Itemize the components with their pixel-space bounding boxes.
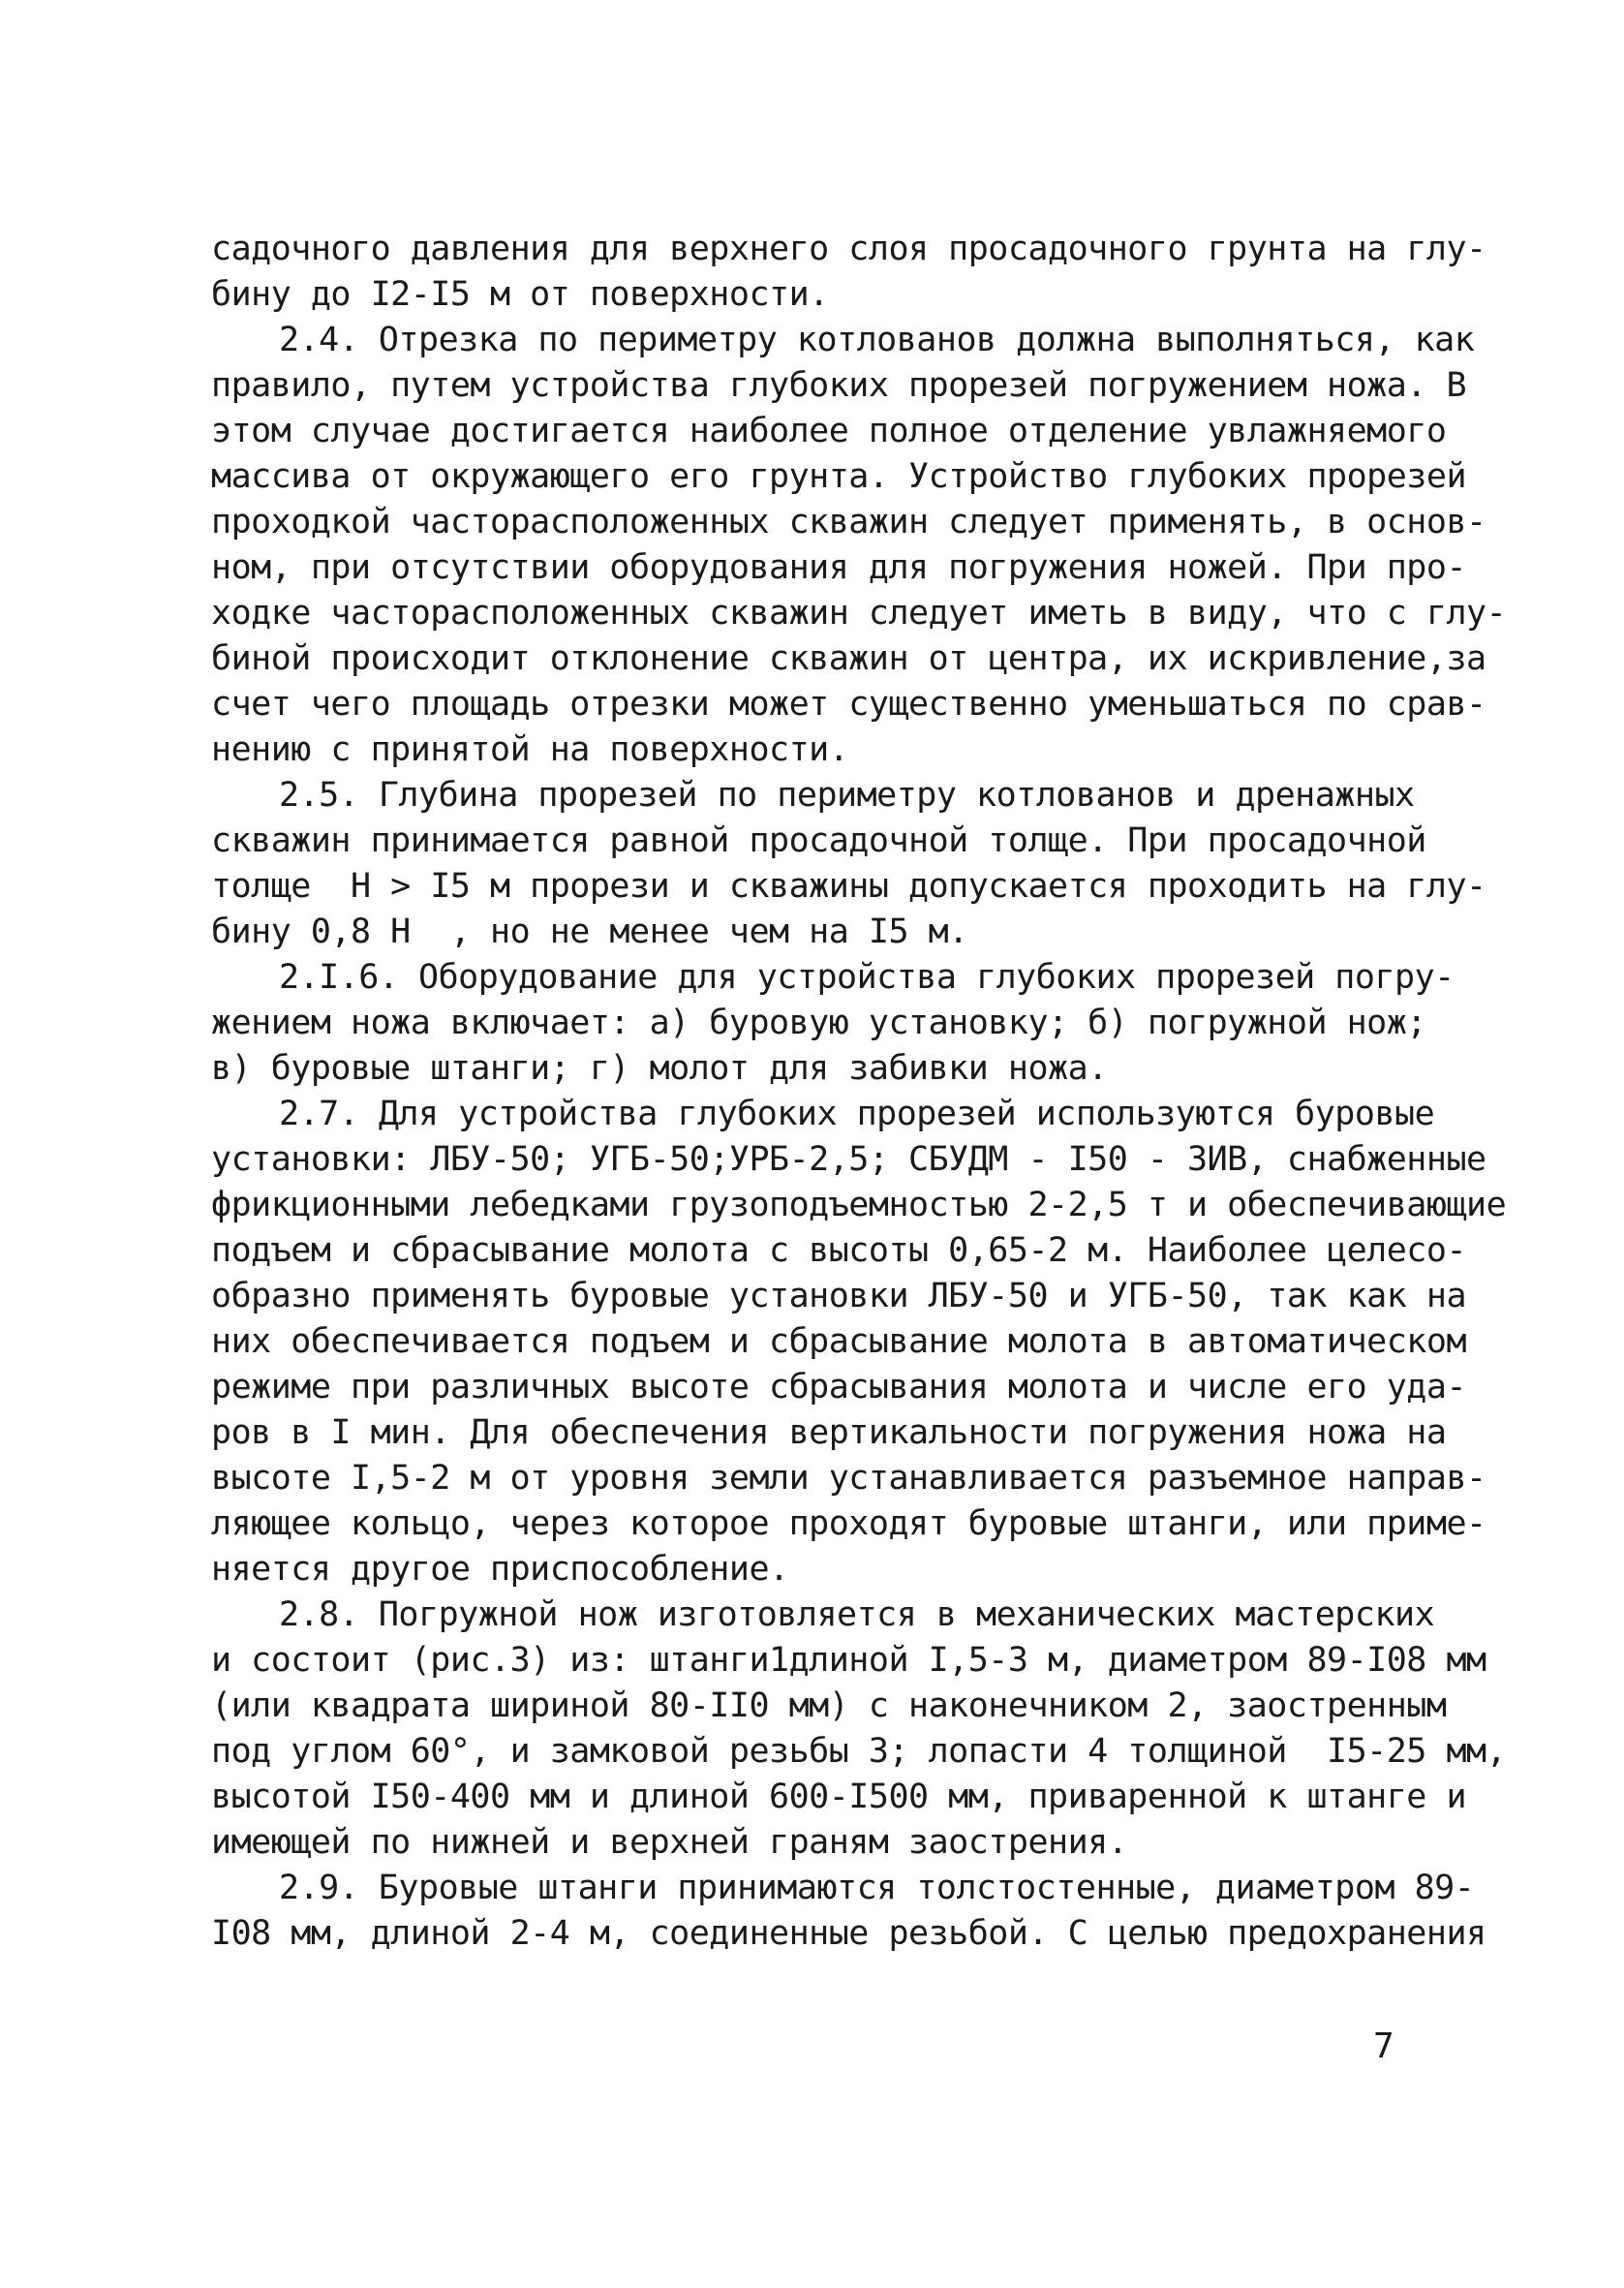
body-text: [211, 227, 1507, 1957]
page-number: 7: [1373, 2026, 1394, 2066]
text-line: массива от окружающего его грунта. Устройство глубоких прорезей: [211, 457, 1467, 496]
text-line: (или квадрата шириной 80-II0 мм) с наконечником 2, заостренным: [211, 1686, 1447, 1725]
text-line: ров в I мин. Для обеспечения вертикальности погружения ножа на: [211, 1413, 1447, 1452]
text-line: 2.9. Буровые штанги принимаются толстостенные, диаметром 89-: [279, 1869, 1475, 1907]
text-line: I08 мм, длиной 2-4 м, соединенные резьбой. С целью предохранения: [211, 1914, 1486, 1953]
text-line: 2.4. Отрезка по периметру котлованов должна выполняться, как: [279, 321, 1475, 359]
text-line: правило, путем устройства глубоких прорезей погружением ножа. В: [211, 366, 1467, 405]
text-line: жением ножа включает: а) буровую установку; б) погружной нож;: [211, 1004, 1426, 1042]
text-line: и состоит (рис.3) из: штанги1длиной I,5-3 м, диаметром 89-I08 мм: [211, 1641, 1486, 1680]
text-line: режиме при различных высоте сбрасывания молота и числе его уда-: [211, 1368, 1467, 1407]
text-line: проходкой часторасположенных скважин следует применять, в основ-: [211, 503, 1486, 541]
text-line: нению с принятой на поверхности.: [211, 730, 849, 769]
text-line: счет чего площадь отрезки может существенно уменьшаться по срав-: [211, 685, 1486, 724]
text-line: этом случае достигается наиболее полное отделение увлажняемого: [211, 412, 1447, 450]
text-line: скважин принимается равной просадочной толще. При просадочной: [211, 821, 1426, 860]
text-line: 2.I.6. Оборудование для устройства глубоких прорезей погру-: [279, 958, 1455, 997]
text-line: имеющей по нижней и верхней граням заострения.: [211, 1823, 1128, 1862]
text-line: 2.7. Для устройства глубоких прорезей используются буровые: [279, 1095, 1435, 1133]
text-line: фрикционными лебедками грузоподъемностью 2-2,5 т и обеспечивающие: [211, 1186, 1507, 1224]
text-line: высотой I50-400 мм и длиной 600-I500 мм, приваренной к штанге и: [211, 1778, 1467, 1816]
text-line: ходке часторасположенных скважин следует иметь в виду, что с глу-: [211, 594, 1507, 633]
text-line: них обеспечивается подъем и сбрасывание молота в автоматическом: [211, 1322, 1467, 1361]
text-line: в) буровые штанги; г) молот для забивки ножа.: [211, 1049, 1108, 1088]
text-line: подъем и сбрасывание молота с высоты 0,65-2 м. Наиболее целесо-: [211, 1231, 1467, 1270]
text-line: высоте I,5-2 м от уровня земли устанавливается разъемное направ-: [211, 1459, 1486, 1498]
text-line: садочного давления для верхнего слоя просадочного грунта на глу-: [211, 230, 1486, 268]
text-line: под углом 60°, и замковой резьбы 3; лопасти 4 толщиной I5-25 мм,: [211, 1732, 1507, 1771]
text-line: биной происходит отклонение скважин от центра, их искривление,за: [211, 639, 1486, 678]
text-line: няется другое приспособление.: [211, 1550, 789, 1589]
text-line: установки: ЛБУ-50; УГБ-50;УРБ-2,5; СБУДМ - I50 - ЗИВ, снабженные: [211, 1140, 1486, 1179]
text-line: ном, при отсутствии оборудования для погружения ножей. При про-: [211, 548, 1467, 587]
text-line: бину 0,8 H , но не менее чем на I5 м.: [211, 912, 968, 951]
text-line: 2.5. Глубина прорезей по периметру котлованов и дренажных: [279, 776, 1415, 815]
text-line: образно применять буровые установки ЛБУ-50 и УГБ-50, так как на: [211, 1277, 1467, 1315]
text-line: толще H > I5 м прорези и скважины допускается проходить на глу-: [211, 867, 1486, 906]
text-line: ляющее кольцо, через которое проходят буровые штанги, или приме-: [211, 1504, 1486, 1543]
text-line: 2.8. Погружной нож изготовляется в механических мастерских: [279, 1595, 1435, 1634]
text-line: бину до I2-I5 м от поверхности.: [211, 275, 829, 314]
